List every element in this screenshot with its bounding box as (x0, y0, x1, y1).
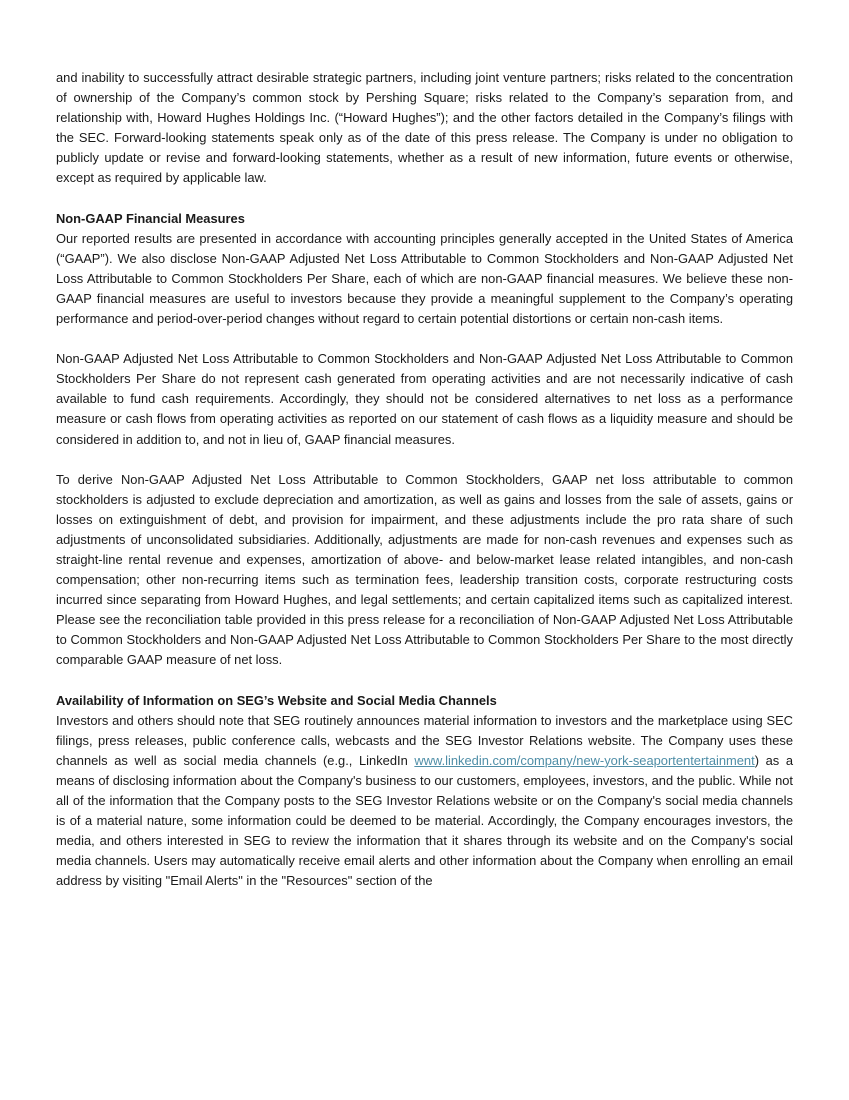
availability-heading: Availability of Information on SEG’s Website and Social Media Channels (56, 692, 497, 708)
non-gaap-heading: Non-GAAP Financial Measures (56, 210, 245, 226)
availability-text-before-link: Investors and others should note that SEG routinely announces material information to investors and the marketplace using SEC filings, press releases, public conference calls, webcasts and the SEG Investor Relations website. The Company uses these channels as well as social media channels (e.g., LinkedIn (56, 712, 793, 768)
availability-text-after-link: ) as a means of disclosing information about the Company's business to our customers, employees, investors, and the public. While not all of the information that the Company posts to the SEG Investor Relations website or on the Company's social media channels is of a material nature, some information could be deemed to be material. Accordingly, the Company encourages investors, the media, and others interested in SEG to review the information that it shares through its website and on the Company's social media channels. Users may automatically receive email alerts and other information about the Company when enrolling an email address by visiting "Email Alerts" in the "Resources" section of the (56, 752, 793, 889)
non-gaap-paragraph-1: Our reported results are presented in accordance with accounting principles generally accepted in the United States of America (“GAAP”). We also disclose Non-GAAP Adjusted Net Loss Attributable to Common Stockholders and Non-GAAP Adjusted Net Loss Attributable to Common Stockholders Per Share, each of which are non-GAAP financial measures. We believe these non-GAAP financial measures are useful to investors because they provide a meaningful supplement to the Company’s operating performance and period-over-period changes without regard to certain potential distortions or certain non-cash items. (56, 230, 793, 327)
availability-paragraph (56, 711, 793, 892)
non-gaap-paragraph-2: Non-GAAP Adjusted Net Loss Attributable to Common Stockholders and Non-GAAP Adjusted Net Loss Attributable to Common Stockholders Per Share do not represent cash generated from operating activities and are not necessarily indicative of cash available to fund cash requirements. Accordingly, they should not be considered alternatives to net loss as a performance measure or cash flows from operating activities as reported on our statement of cash flows as a liquidity measure and should be considered in addition to, and not in lieu of, GAAP financial measures. (56, 351, 793, 447)
forward-looking-statements-paragraph: and inability to successfully attract desirable strategic partners, including joint venture partners; risks related to the concentration of ownership of the Company’s common stock by Pershing Square; risks related to the Company’s separation from, and relationship with, Howard Hughes Holdings Inc. (“Howard Hughes”); and the other factors detailed in the Company’s filings with the SEC. Forward-looking statements speak only as of the date of this press release. The Company is under no obligation to publicly update or revise and forward-looking statements, whether as a result of new information, future events or otherwise, except as required by applicable law. (56, 70, 793, 186)
non-gaap-paragraph-3: To derive Non-GAAP Adjusted Net Loss Attributable to Common Stockholders, GAAP net loss attributable to common stockholders is adjusted to exclude depreciation and amortization, as well as gains and losses from the sale of assets, gains or losses on extinguishment of debt, and provision for impairment, and these adjustments include the pro rata share of such adjustments of unconsolidated subsidiaries. Additionally, adjustments are made for non-cash revenues and expenses such as straight-line rental revenue and expenses, amortization of above- and below-market lease related intangibles, and non-cash compensation; other non-recurring items such as termination fees, leadership transition costs, corporate restructuring costs incurred since separating from Howard Hughes, and legal settlements; and certain capitalized items such as capitalized interest. Please see the reconciliation table provided in this press release for a reconciliation of Non-GAAP Adjusted Net Loss Attributable to Common Stockholders and Non-GAAP Adjusted Net Loss Attributable to Common Stockholders Per Share to the most directly comparable GAAP measure of net loss. (56, 471, 793, 668)
document-page (56, 68, 793, 891)
linkedin-link[interactable]: www.linkedin.com/company/new-york-seaportentertainment (414, 752, 755, 768)
